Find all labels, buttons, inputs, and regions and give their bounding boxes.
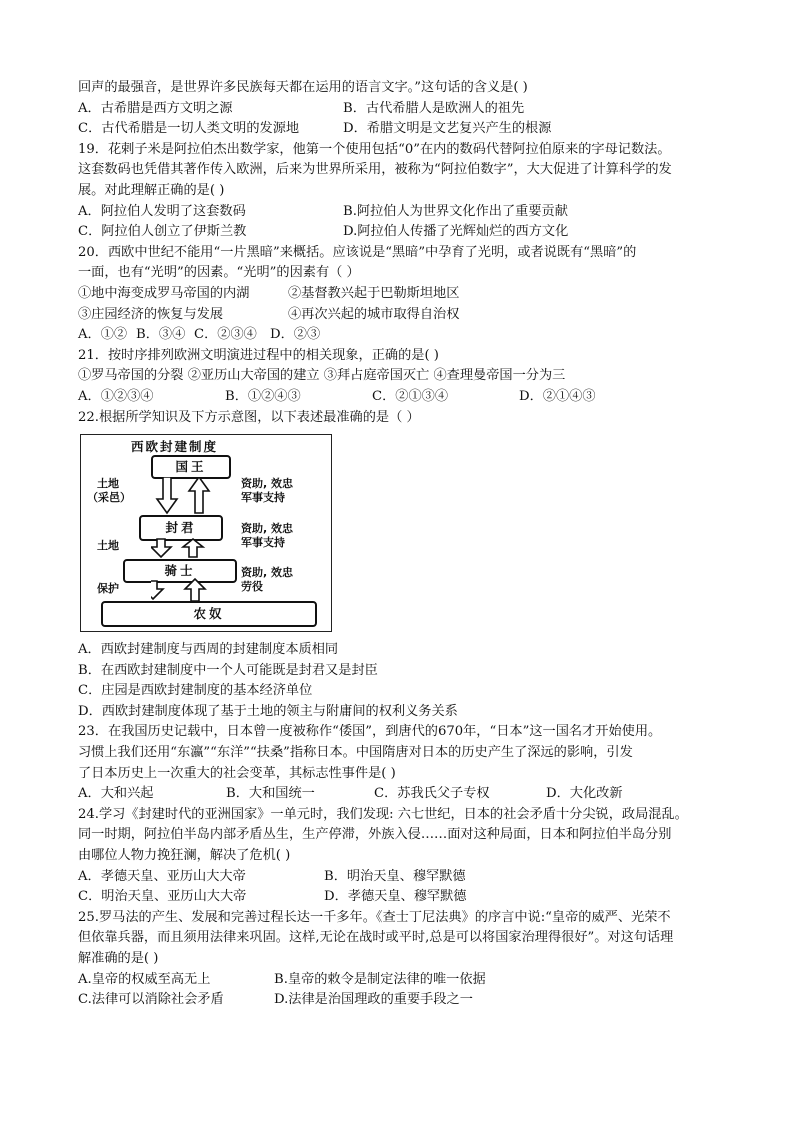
q19-option-a: A．阿拉伯人发明了这套数码 [78,203,246,219]
q20-option-d: D．②③ [270,327,321,343]
q18-option-c: C．古代希腊是一切人类文明的发源地 [78,121,300,137]
q18-option-b: B．古代希腊人是欧洲人的祖先 [343,100,525,116]
diagram-arrows [151,477,231,601]
q24-stem-2: 同一时期，阿拉伯半岛内部矛盾丛生，生产停滞，外族入侵……面对这种局面，日本和阿拉伯半岛分别 [78,827,672,843]
q22-stem: 22.根据所学知识及下方示意图，以下表述最准确的是（ ） [78,409,420,425]
q21-option-a: A．①②③④ [78,388,154,404]
arrow-up-icon [189,477,209,513]
exam-page [78,78,728,1011]
q21-statements: ①罗马帝国的分裂 ②亚历山大帝国的建立 ③拜占庭帝国灭亡 ④查理曼帝国一分为三 [78,368,566,384]
q21-option-b: B．①②④③ [225,388,301,404]
label-land-fief-1: 土地 [97,477,119,491]
q23-stem-3: 了日本历史上一次重大的社会变革，其标志性事件是( ) [78,765,396,781]
arrow-up-icon [183,539,203,557]
q24-stem-1: 24.学习《封建时代的亚洲国家》一单元时，我们发现: 六七世纪，日本的社会矛盾十分尖锐，政局混乱。 [78,806,688,822]
q23-option-d: D．大化改新 [546,786,623,802]
q18-options-row1 [78,99,728,120]
label-land-fief-2: （采邑） [87,491,131,505]
knight-box: 骑士 [123,559,237,583]
q25-option-d: D.法律是治国理政的重要手段之一 [274,992,473,1008]
label-right1-b: 军事支持 [241,491,285,505]
q21-options [78,387,728,408]
q24-options-row1 [78,867,728,888]
label-right3-b: 劳役 [241,580,263,594]
q22-option-d: D．西欧封建制度体现了基于土地的领主与附庸间的权利义务关系 [78,703,458,719]
q24-stem-3: 由哪位人物力挽狂澜，解决了危机( ) [78,848,291,864]
q23-option-b: B．大和国统一 [226,786,315,802]
label-protection: 保护 [97,582,119,596]
q19-stem-2: 这套数码也凭借其著作传入欧洲，后来为世界所采用，被称为“阿拉伯数字”，大大促进了计算科学的发 [78,162,672,178]
arrow-up-icon [185,579,205,601]
q25-stem-3: 解准确的是( ) [78,951,159,966]
q25-options-row1 [78,970,728,991]
q21-option-d: D．②①④③ [519,388,596,404]
q18-stem-end: 回声的最强音，是世界许多民族每天都在运用的语言文字。”这句话的含义是( ) [78,80,528,95]
q25-options-row2 [78,990,728,1011]
diagram-title: 西欧封建制度 [131,439,219,455]
q21-stem: 21．按时序排列欧洲文明演进过程中的相关现象，正确的是( ) [78,347,439,363]
q20-statements-row1 [78,284,728,305]
q25-option-c: C.法律可以消除社会矛盾 [78,992,224,1008]
label-right2-a: 资助, 效忠 [241,522,294,536]
q20-statement-2: ②基督教兴起于巴勒斯坦地区 [288,285,460,301]
q20-options [78,325,728,346]
q19-option-b: B.阿拉伯人为世界文化作出了重要贡献 [343,203,568,219]
q23-stem-2: 习惯上我们还用“东瀛”“东洋”“扶桑”指称日本。中国隋唐对日本的历史产生了深远的影响，引发 [78,745,633,761]
q23-stem-1: 23．在我国历史记载中，日本曾一度被称作“倭国”，到唐代的670年，“日本”这一国名才开始使用。 [78,724,662,740]
q20-stem-1: 20．西欧中世纪不能用“一片黑暗”来概括。应该说是“黑暗”中孕育了光明，或者说既有“黑暗”的 [78,244,637,260]
q19-option-d: D.阿拉伯人传播了光辉灿烂的西方文化 [343,224,569,240]
q22-option-a: A．西欧封建制度与西周的封建制度本质相同 [78,642,339,658]
q20-statement-1: ①地中海变成罗马帝国的内湖 [78,285,250,301]
q19-options-row2 [78,222,728,243]
label-right3-a: 资助, 效忠 [241,566,294,580]
q24-option-a: A．孝德天皇、亚历山大大帝 [78,868,246,884]
q24-option-b: B．明治天皇、穆罕默德 [324,868,466,884]
q22-option-b: B．在西欧封建制度中一个人可能既是封君又是封臣 [78,662,378,678]
q24-option-d: D．孝德天皇、穆罕默德 [324,889,467,905]
label-right2-b: 军事支持 [241,536,285,550]
q20-statements-row2 [78,305,728,326]
q21-option-c: C．②①③④ [372,388,449,404]
arrow-down-icon [157,477,177,513]
arrow-down-icon [151,581,163,599]
q19-option-c: C．阿拉伯人创立了伊斯兰教 [78,224,247,240]
q23-options [78,784,728,805]
q25-stem-1: 25.罗马法的产生、发展和完善过程长达一千多年。《查士丁尼法典》的序言中说:“皇帝的威严、光荣不 [78,909,671,925]
q20-option-b: B．③④ [136,327,186,343]
q20-option-a: A．①② [78,327,128,343]
q18-option-d: D．希腊文明是文艺复兴产生的根源 [343,121,552,137]
q22-option-c: C．庄园是西欧封建制度的基本经济单位 [78,683,313,699]
q25-option-b: B.皇帝的敕令是制定法律的唯一依据 [274,971,486,987]
q20-statement-4: ④再次兴起的城市取得自治权 [288,306,460,322]
label-land: 土地 [97,539,119,553]
q20-statement-3: ③庄园经济的恢复与发展 [78,306,224,322]
serf-box: 农奴 [101,601,317,627]
feudal-system-diagram [80,434,332,632]
q19-stem-3: 展。对此理解正确的是( ) [78,182,225,198]
q20-option-c: C．②③④ [194,327,257,343]
q24-options-row2 [78,887,728,908]
king-box: 国王 [151,455,231,479]
q25-stem-2: 但依靠兵器，而且须用法律来巩固。这样,无论在战时或平时,总是可以将国家治理得很好”。对这句话理 [78,930,674,946]
q18-option-a: A．古希腊是西方文明之源 [78,100,233,116]
q24-option-c: C．明治天皇、亚历山大大帝 [78,889,247,905]
label-right1-a: 资助, 效忠 [241,477,294,491]
q20-stem-2: 一面，也有“光明”的因素。“光明”的因素有（ ） [78,265,360,281]
q19-stem-1: 19．花剌子米是阿拉伯杰出数学家，他第一个使用包括“0”在内的数码代替阿拉伯原来的字母记数法。 [78,141,671,157]
lord-box: 封君 [139,515,223,541]
arrow-down-icon [151,539,171,557]
q23-option-a: A．大和兴起 [78,786,154,802]
q18-options-row2 [78,119,728,140]
q19-options-row1 [78,202,728,223]
q23-option-c: C．苏我氏父子专权 [374,786,490,802]
q25-option-a: A.皇帝的权威至高无上 [78,971,211,987]
